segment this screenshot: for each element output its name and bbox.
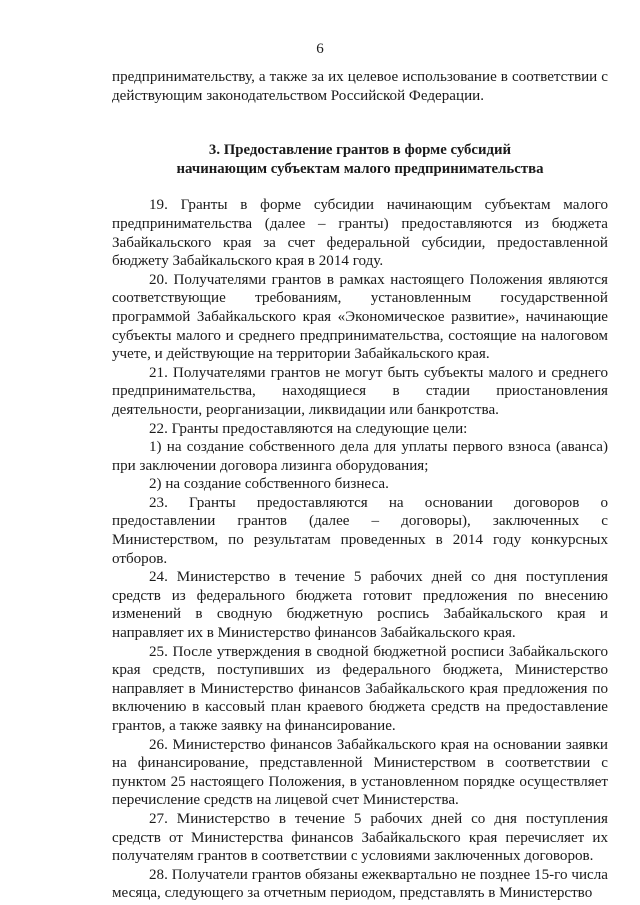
paragraph-22-item-1: 1) на создание собственного дела для уплаты первого взноса (аванса) при заключении договора лизинга оборудования; xyxy=(112,439,608,474)
paragraph-23: 23. Гранты предоставляются на основании договоров о предоставлении грантов (далее – договоры), заключенных с Министерством, по результатам проведенных в 2014 году конкурсных отборов. xyxy=(112,494,608,567)
section-title-line-2: начинающим субъектам малого предпринимательства xyxy=(176,160,544,177)
paragraph-25: 25. После утверждения в сводной бюджетной росписи Забайкальского края средств, поступивших из федерального бюджета, Министерство направляет в Министерство финансов Забайкальского края предложения по включению в кассовый план краевого бюджета средств на предоставление грантов, а также заявку на финансирование. xyxy=(112,643,608,734)
paragraph-27: 27. Министерство в течение 5 рабочих дней со дня поступления средств от Министерства финансов Забайкальского края перечисляет их получателям грантов в соответствии с условиями заключенных договоров. xyxy=(112,810,608,865)
paragraph-21: 21. Получателями грантов не могут быть субъекты малого и среднего предпринимательства, находящиеся в стадии приостановления деятельности, реорганизации, ликвидации или банкротства. xyxy=(112,364,608,418)
page-number: 6 xyxy=(316,41,324,57)
intro-paragraph: предпринимательству, а также за их целевое использование в соответствии с действующим законодательством Российской Федерации. xyxy=(112,69,608,104)
paragraph-22-item-2: 2) на создание собственного бизнеса. xyxy=(149,476,389,493)
paragraph-19: 19. Гранты в форме субсидии начинающим субъектам малого предпринимательства (далее – гранты) предоставляются из бюджета Забайкальского края за счет федеральной субсидии, предоставленной бюджету Забайкальского края в 2014 году. xyxy=(112,197,608,270)
paragraph-22: 22. Гранты предоставляются на следующие цели: xyxy=(149,420,468,437)
paragraph-24: 24. Министерство в течение 5 рабочих дней со дня поступления средств из федерального бюджета готовит предложения по внесению изменений в сводную бюджетную роспись Забайкальского края и направляет их в Министерство финансов Забайкальского края. xyxy=(112,569,608,642)
section-title xyxy=(112,141,608,178)
document-body xyxy=(112,68,608,903)
paragraph-28: 28. Получатели грантов обязаны ежеквартально не позднее 15-го числа месяца, следующего за отчетным периодом, представлять в Министерство xyxy=(112,866,608,902)
paragraph-20: 20. Получателями грантов в рамках настоящего Положения являются соответствующие требованиям, установленным государственной программой Забайкальского края «Экономическое развитие», начинающие субъекты малого и среднего предпринимательства, состоящие на налоговом учете, и действующие на территории Забайкальского края. xyxy=(112,271,608,363)
paragraph-26: 26. Министерство финансов Забайкальского края на основании заявки на финансирование, представленной Министерством в соответствии с пунктом 25 настоящего Положения, в установленном порядке осуществляет перечисление средств на лицевой счет Министерства. xyxy=(112,736,608,809)
section-title-line-1: 3. Предоставление грантов в форме субсидий xyxy=(208,142,512,159)
